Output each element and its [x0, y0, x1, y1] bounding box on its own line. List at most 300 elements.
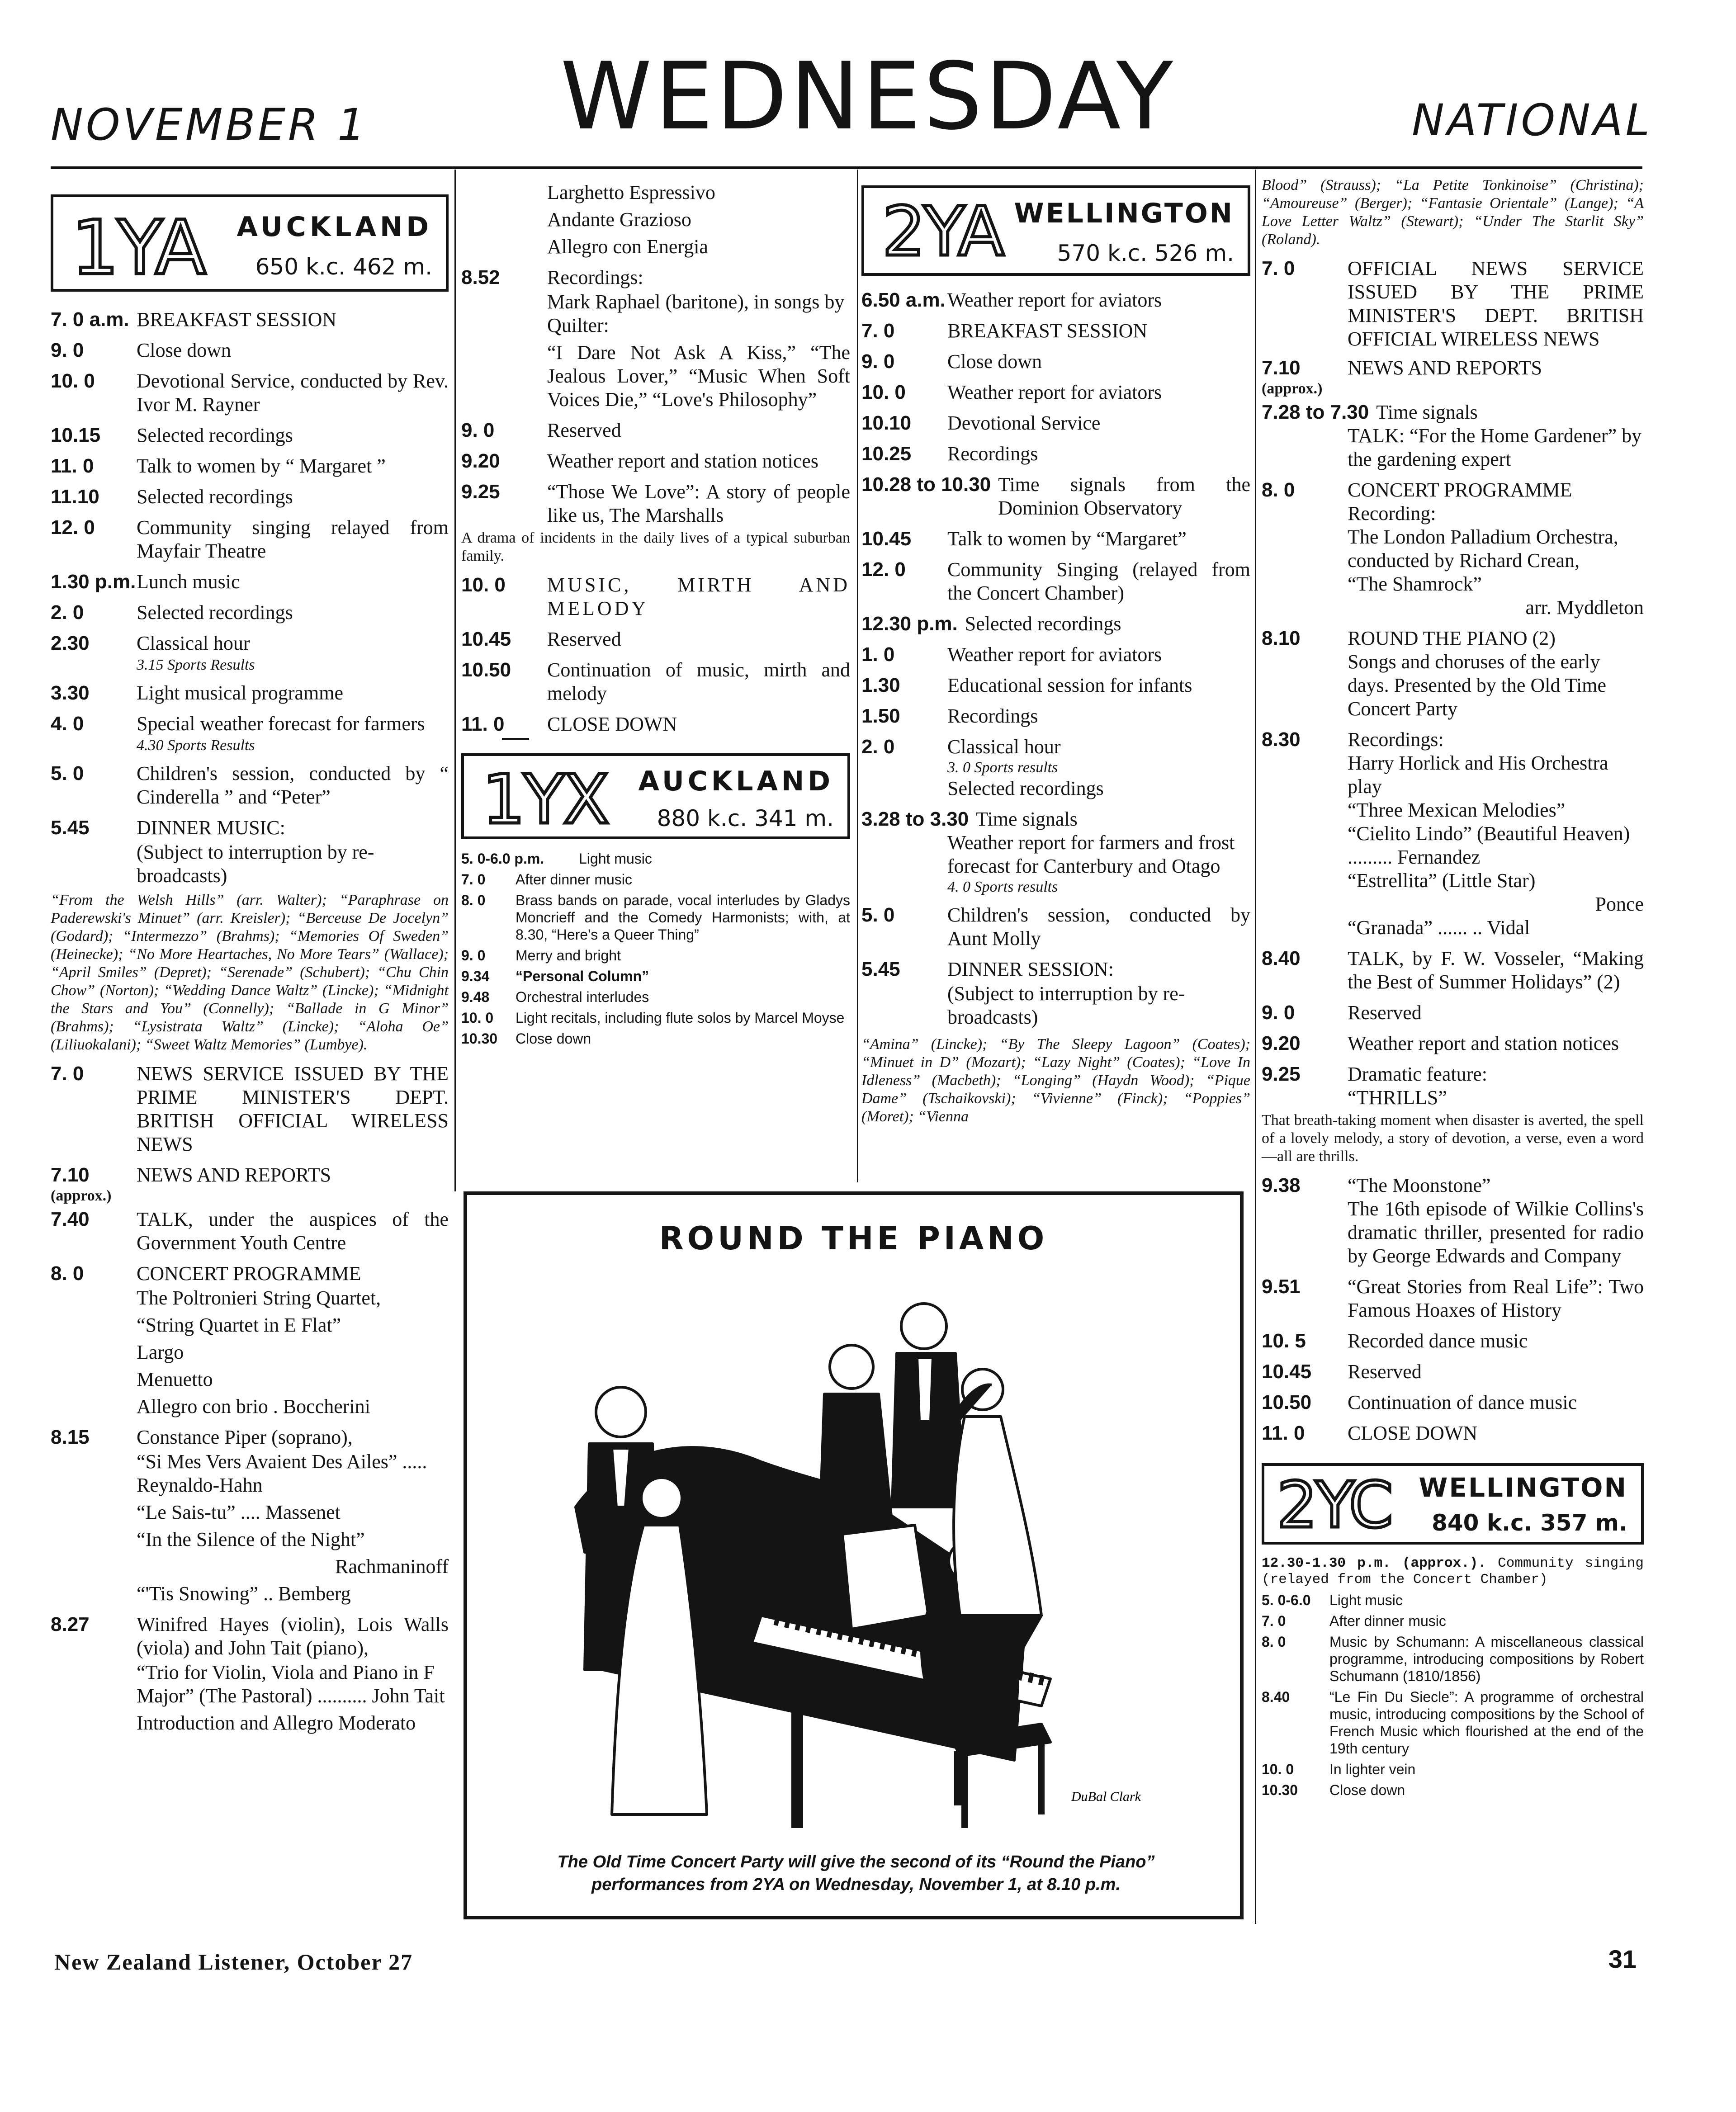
time: 6.50 a.m. — [861, 289, 946, 311]
time: 10.45 — [861, 528, 912, 550]
programme: Close down — [516, 1030, 591, 1047]
programme-detail: Songs and choruses of the early days. Presented by the Old Time Concert Party — [1348, 651, 1606, 720]
programme: Music by Schumann: A miscellaneous classical programme, introducing compositions by Robert Schumann (1810/1856) — [1329, 1634, 1644, 1684]
time: 2. 0 — [51, 601, 84, 624]
time: 9. 0 — [861, 350, 895, 373]
programme: CLOSE DOWN — [1348, 1422, 1478, 1444]
approx-note: (approx.) — [1262, 380, 1323, 397]
programme-entry — [461, 968, 850, 985]
time: 10.50 — [1262, 1391, 1312, 1413]
programme: Weather report and station notices — [547, 450, 819, 472]
programme: Community Singing (relayed from the Concert Chamber) — [947, 558, 1250, 604]
programme-entry — [461, 892, 850, 943]
programme-detail: Selected recordings — [947, 777, 1104, 799]
programme-entry — [1262, 1063, 1644, 1086]
time: 1. 0 — [861, 643, 895, 666]
programme: Classical hour — [947, 736, 1061, 758]
programme-detail: Larghetto Espressivo — [547, 181, 715, 203]
time: 10. 0 — [461, 574, 506, 596]
programme-detail: “Estrellita” (Little Star) — [1348, 869, 1536, 892]
time: 4. 0 — [51, 713, 84, 735]
time: 7. 0 — [461, 871, 486, 888]
programme-entry — [1262, 1391, 1644, 1414]
time: 10.10 — [861, 412, 912, 434]
programme-detail: “Trio for Violin, Viola and Piano in F Major” (The Pastoral) .......... John Tait — [137, 1661, 445, 1707]
column-divider — [1255, 170, 1256, 1924]
programme-entry — [51, 369, 449, 416]
time: 10. 0 — [51, 370, 95, 392]
programme: Special weather forecast for farmers — [137, 713, 425, 735]
programme-detail: Ponce — [1595, 893, 1644, 915]
programme-entry — [51, 681, 449, 705]
column-2ya-cont — [1262, 176, 1644, 1802]
programme-entry — [51, 762, 449, 809]
station-city: AUCKLAND — [638, 765, 834, 797]
programme-entry — [461, 480, 850, 527]
programme-detail: “The Shamrock” — [1348, 573, 1482, 595]
time: 8.52 — [461, 266, 500, 288]
programme-entry — [461, 988, 850, 1006]
time: 5. 0-6.0 — [1262, 1592, 1311, 1608]
time: 1.30 p.m. — [51, 571, 136, 593]
station-box-1yx — [461, 753, 850, 839]
programme-entry — [1262, 1360, 1644, 1384]
programme-entry — [461, 1009, 850, 1026]
time: 11.10 — [51, 486, 99, 508]
programme-detail: TALK: “For the Home Gardener” by the gardening expert — [1348, 425, 1642, 470]
time: 7. 0 — [51, 1063, 84, 1085]
programme: Devotional Service, conducted by Rev. Ivor M. Rayner — [137, 370, 449, 416]
programme-detail: “In the Silence of the Night” — [137, 1528, 365, 1550]
programme: Reserved — [1348, 1361, 1422, 1383]
programme-detail: Harry Horlick and His Orchestra play — [1348, 752, 1608, 798]
programme-entry — [1262, 1592, 1644, 1609]
programme: NEWS AND REPORTS — [137, 1164, 331, 1186]
programme-detail: Recording: — [1348, 502, 1436, 524]
time: 11. 0 — [1262, 1422, 1305, 1444]
time: 7. 0 — [1262, 257, 1295, 279]
station-city: AUCKLAND — [237, 211, 432, 243]
programme-entry — [861, 527, 1250, 551]
sports-note: 4. 0 Sports results — [947, 879, 1058, 895]
programme: Constance Piper (soprano), — [137, 1426, 353, 1448]
time: 3.30 — [51, 682, 90, 704]
programme: Selected recordings — [965, 613, 1121, 635]
piano-illustration — [508, 1272, 1200, 1837]
programme-entry — [461, 1030, 850, 1047]
programme: Reserved — [547, 628, 621, 650]
programme: Weather report for aviators — [947, 289, 1162, 311]
programme-entry — [461, 871, 850, 888]
programme-entry — [51, 424, 449, 447]
programme-entry — [51, 485, 449, 509]
programme: TALK, under the auspices of the Government Youth Centre — [137, 1208, 449, 1254]
programme-detail: (Subject to interruption by re-broadcasts) — [947, 983, 1185, 1028]
programme: Time signals — [976, 808, 1078, 830]
time: 5. 0-6.0 p.m. — [461, 850, 544, 867]
programme-detail: “Three Mexican Melodies” — [1348, 799, 1566, 821]
programme-entry — [51, 1208, 449, 1255]
time: 8.40 — [1262, 947, 1301, 969]
station-callsign: 2YC — [1277, 1469, 1391, 1542]
time: 9.34 — [461, 968, 490, 984]
programme-entry — [1262, 1329, 1644, 1353]
time: 1.50 — [861, 705, 900, 727]
programme-entry — [1262, 1555, 1644, 1588]
programme: Selected recordings — [137, 486, 293, 508]
programme-entry — [51, 339, 449, 362]
dinner-music-list: Blood” (Strauss); “La Petite Tonkinoise” (Christina); “Amoureuse” (Berger); “Fantasie Orientale” (Lange); “A Love Letter Waltz” (Stewart); “Under The Starlit Sky” (Roland). — [1262, 177, 1644, 248]
time: 9.25 — [461, 481, 500, 503]
time: 2.30 — [51, 632, 90, 654]
station-box-1ya — [51, 194, 449, 292]
time: 10.50 — [461, 659, 511, 681]
programme: After dinner music — [516, 871, 632, 888]
programme-entry — [461, 628, 850, 651]
time: 9.20 — [1262, 1032, 1301, 1054]
artist-signature: DuBal Clark — [1071, 1789, 1141, 1804]
programme-entry — [1262, 1174, 1644, 1197]
station-box-2yc — [1262, 1463, 1644, 1545]
programme-detail: “I Dare Not Ask A Kiss,” “The Jealous Lover,” “Music When Soft Voices Die,” “Love's Philosophy” — [547, 341, 850, 411]
time: 2. 0 — [861, 736, 895, 758]
programme-entry — [1262, 1633, 1644, 1685]
programme-entry — [51, 632, 449, 655]
programme-entry — [51, 1062, 449, 1156]
programme: Orchestral interludes — [516, 989, 649, 1005]
programme: ROUND THE PIANO (2) — [1348, 627, 1556, 649]
programme: “Personal Column” — [516, 968, 649, 984]
programme-detail: Allegro con brio . Boccherini — [137, 1395, 370, 1417]
time: 8. 0 — [461, 892, 486, 908]
programme-entry — [461, 266, 850, 289]
programme-detail: Rachmaninoff — [335, 1555, 449, 1578]
programme-entry — [1262, 947, 1644, 994]
time: 7. 0 — [1262, 1613, 1286, 1629]
programme-entry — [1262, 627, 1644, 650]
time: 7. 0 a.m. — [51, 308, 129, 331]
programme: “The Moonstone” — [1348, 1174, 1491, 1196]
programme-entry — [1262, 1781, 1644, 1799]
station-frequency: 650 k.c. 462 m. — [255, 254, 432, 280]
programme-detail: Introduction and Allegro Moderato — [137, 1712, 416, 1734]
programme: Talk to women by “ Margaret ” — [137, 455, 386, 477]
programme-entry — [861, 350, 1250, 373]
programme-entry — [861, 735, 1250, 759]
programme-entry — [461, 419, 850, 442]
time: 10.30 — [461, 1030, 498, 1047]
programme-entry — [1262, 728, 1644, 751]
programme-entry — [51, 516, 449, 563]
programme: Selected recordings — [137, 424, 293, 446]
time: 12. 0 — [51, 516, 95, 539]
programme-entry — [51, 1262, 449, 1285]
programme-detail: “Cielito Lindo” (Beautiful Heaven) ......... Fernandez — [1348, 822, 1630, 868]
column-divider — [454, 170, 456, 1191]
programme-entry — [461, 713, 850, 736]
programme: Light music — [1329, 1592, 1403, 1608]
programme-entry — [1262, 478, 1644, 502]
programme-entry — [1262, 401, 1644, 424]
station-callsign: 2YA — [882, 193, 1003, 271]
programme-detail: “Granada” ...... .. Vidal — [1348, 917, 1530, 939]
time: 8.10 — [1262, 627, 1301, 649]
programme: Brass bands on parade, vocal interludes by Gladys Moncrieff and the Comedy Harmonists; with, at 8.30, “Here's a Queer Thing” — [516, 892, 850, 943]
time: 8.40 — [1262, 1689, 1290, 1705]
programme-entry — [461, 573, 850, 620]
page-number: 31 — [1608, 1945, 1637, 1973]
sports-note: 3. 0 Sports results — [947, 759, 1058, 776]
programme: Recordings: — [1348, 728, 1444, 751]
programme: Children's session, conducted by “ Cinderella ” and “Peter” — [137, 762, 449, 808]
station-frequency: 570 k.c. 526 m. — [1057, 240, 1234, 266]
header-network: NATIONAL — [1412, 95, 1652, 146]
programme-entry — [1262, 1688, 1644, 1757]
programme: Close down — [137, 339, 231, 361]
programme-detail: arr. Myddleton — [1525, 596, 1644, 619]
time: 8. 0 — [51, 1262, 84, 1285]
dinner-music-list: “Amina” (Lincke); “By The Sleepy Lagoon” (Coates); “Minuet in D” (Mozart); “Lazy Night” (Coates); “Love In Idleness” (Macbeth); “Longing” (Haydn Wood); “Pique Dame” (Tschaikovski); “Vivienne” (Finck); “Poppies” (Moret); “Vienna — [861, 1036, 1250, 1125]
time: 7.28 to 7.30 — [1262, 401, 1369, 423]
time: 9. 0 — [1262, 1002, 1295, 1024]
footer-publication: New Zealand Listener, October 27 — [54, 1949, 413, 1975]
programme: Close down — [1329, 1782, 1405, 1798]
programme: In lighter vein — [1329, 1761, 1416, 1777]
programme: Selected recordings — [137, 601, 293, 624]
time: 8.27 — [51, 1613, 90, 1635]
time: 9. 0 — [51, 339, 84, 361]
programme-entry — [861, 674, 1250, 697]
programme-detail: The London Palladium Orchestra, conducted by Richard Crean, — [1348, 526, 1618, 572]
programme: Talk to women by “Margaret” — [947, 528, 1187, 550]
programme-detail: “'Tis Snowing” .. Bemberg — [137, 1583, 351, 1605]
programme: Recordings — [947, 705, 1038, 727]
time: 9.20 — [461, 450, 500, 472]
programme: Community singing relayed from Mayfair Theatre — [137, 516, 449, 562]
programme: Recordings: — [547, 266, 643, 288]
time: 3.28 to 3.30 — [861, 808, 969, 830]
programme-entry — [861, 411, 1250, 435]
time: 11. 0 — [461, 713, 505, 735]
time: 5. 0 — [51, 762, 84, 784]
programme-detail: Allegro con Energia — [547, 236, 708, 258]
programme-detail: Weather report for farmers and frost forecast for Canterbury and Otago — [947, 832, 1235, 877]
time: 5.45 — [51, 817, 90, 839]
header-day: WEDNESDAY — [560, 43, 1176, 151]
programme: Light music — [579, 850, 652, 867]
feature-caption: The Old Time Concert Party will give the second of its “Round the Piano” performances from 2YA on Wednesday, November 1, at 8.10 p.m. — [557, 1852, 1155, 1894]
programme-entry — [51, 570, 449, 594]
programme-entry — [51, 1163, 449, 1187]
time: 9.25 — [1262, 1063, 1301, 1085]
programme-detail: The 16th episode of Wilkie Collins's dramatic thriller, presented for radio by George Edwards and Company — [1348, 1198, 1644, 1267]
time: 7.40 — [51, 1208, 90, 1230]
programme-entry — [51, 1426, 449, 1449]
programme-detail: “THRILLS” — [1348, 1087, 1447, 1109]
programme-entry — [861, 381, 1250, 404]
programme: TALK, by F. W. Vosseler, “Making the Best of Summer Holidays” (2) — [1348, 947, 1644, 993]
time: 10.30 — [1262, 1782, 1298, 1798]
programme-entry — [461, 449, 850, 473]
programme: Recorded dance music — [1348, 1330, 1528, 1352]
programme: “Great Stories from Real Life”: Two Famous Hoaxes of History — [1348, 1276, 1644, 1321]
programme-detail: “Le Sais-tu” .... Massenet — [137, 1501, 341, 1523]
programme: DINNER MUSIC: — [137, 817, 285, 839]
time: 5.45 — [861, 958, 900, 980]
programme: After dinner music — [1329, 1613, 1446, 1629]
programme-detail: Mark Raphael (baritone), in songs by Quilter: — [547, 291, 845, 336]
programme: OFFICIAL NEWS SERVICE ISSUED BY THE PRIME MINISTER'S DEPT. BRITISH OFFICIAL WIRELESS NEWS — [1348, 257, 1644, 350]
programme-entry — [1262, 257, 1644, 351]
programme: BREAKFAST SESSION — [947, 320, 1148, 342]
programme-detail: Menuetto — [137, 1368, 213, 1390]
programme-entry — [461, 850, 850, 867]
programme: Continuation of dance music — [1348, 1391, 1577, 1413]
sports-note: 4.30 Sports Results — [137, 737, 255, 754]
time: 10.15 — [51, 424, 101, 446]
programme: Community singing (relayed from the Concert Chamber) — [1262, 1555, 1644, 1588]
programme: Weather report and station notices — [1348, 1032, 1619, 1054]
programme: BREAKFAST SESSION — [137, 308, 337, 331]
time: 10. 5 — [1262, 1330, 1306, 1352]
programme-entry — [51, 1613, 449, 1660]
programme-entry — [461, 658, 850, 705]
time: 9.38 — [1262, 1174, 1301, 1196]
programme: Weather report for aviators — [947, 381, 1162, 403]
programme: Children's session, conducted by Aunt Molly — [947, 904, 1250, 950]
station-frequency: 880 k.c. 341 m. — [657, 805, 834, 832]
programme: Light recitals, including flute solos by Marcel Moyse — [516, 1010, 845, 1026]
time: 10. 0 — [861, 381, 906, 403]
programme: CONCERT PROGRAMME — [1348, 479, 1572, 501]
programme: Dramatic feature: — [1348, 1063, 1488, 1085]
programme-entry — [51, 601, 449, 624]
programme: Weather report for aviators — [947, 643, 1162, 666]
programme-entry — [861, 288, 1250, 312]
station-city: WELLINGTON — [1419, 1472, 1627, 1503]
programme-detail: (Subject to interruption by re-broadcasts) — [137, 841, 374, 887]
time: 8.15 — [51, 1426, 90, 1448]
programme: Devotional Service — [947, 412, 1101, 434]
time: 1.30 — [861, 674, 900, 696]
programme: Time signals from the Dominion Observatory — [998, 473, 1250, 519]
station-city: WELLINGTON — [1014, 198, 1234, 229]
time: 9. 0 — [461, 947, 486, 964]
time: 10. 0 — [1262, 1761, 1294, 1777]
programme: NEWS AND REPORTS — [1348, 357, 1542, 379]
programme-entry — [1262, 1612, 1644, 1630]
time: 12. 0 — [861, 558, 906, 581]
time: 10.25 — [861, 443, 912, 465]
feature-title: ROUND THE PIANO — [659, 1220, 1048, 1257]
time: 8. 0 — [1262, 479, 1295, 501]
column-divider — [857, 170, 858, 1182]
programme-entry — [51, 454, 449, 478]
programme: Educational session for infants — [947, 674, 1192, 696]
programme: Reserved — [1348, 1002, 1422, 1024]
programme: MUSIC, MIRTH AND MELODY — [547, 574, 850, 619]
programme-entry — [861, 612, 1250, 636]
programme-entry — [1262, 1761, 1644, 1778]
dinner-music-list: “From the Welsh Hills” (arr. Walter); “Paraphrase on Paderewski's Minuet” (arr. Kreisler); “Berceuse De Jocelyn” (Godard); “Intermezzo” (Brahms); “Memories Of Sweden” (Heinecke); “No More Heartaches, No More Tears” (Wallace); “April Smiles” (Depret); “Serenade” (Schubert); “Chu Chin Chow” (Norton); “Wedding Dance Waltz” (Lincke); “Midnight the Stars and You” (Connelly); “Ballade in G Minor” (Brahms); “Lysistrata Waltz” (Lincke); “Aloha Oe” (Liliuokalani); “Sweet Waltz Memories” (Lumbye). — [51, 892, 449, 1053]
programme-entry — [861, 558, 1250, 605]
programme: Light musical programme — [137, 682, 343, 704]
programme-entry — [861, 958, 1250, 981]
programme: “Le Fin Du Siecle”: A programme of orchestral music, introducing compositions by the School of French Music which flourished at the end of the 19th century — [1329, 1689, 1644, 1757]
time: 5. 0 — [861, 904, 895, 926]
programme: Close down — [947, 350, 1042, 373]
round-the-piano-feature — [464, 1191, 1244, 1919]
time: 10.45 — [1262, 1361, 1312, 1383]
time: 8.30 — [1262, 728, 1301, 751]
programme: Recordings — [947, 443, 1038, 465]
programme-entry — [861, 808, 1250, 831]
time: 7. 0 — [861, 320, 895, 342]
time: 8. 0 — [1262, 1634, 1286, 1650]
time: 7.10 — [51, 1164, 90, 1186]
approx-note: (approx.) — [51, 1187, 112, 1204]
programme-entry — [461, 947, 850, 964]
programme: Classical hour — [137, 632, 250, 654]
programme-entry — [1262, 1032, 1644, 1055]
time: 12.30 p.m. — [861, 613, 958, 635]
programme: DINNER SESSION: — [947, 958, 1114, 980]
programme-detail: The Poltronieri String Quartet, — [137, 1287, 381, 1309]
programme: Time signals — [1376, 401, 1478, 423]
programme-entry — [861, 473, 1250, 520]
column-1yA — [51, 194, 449, 1739]
station-frequency: 840 k.c. 357 m. — [1432, 1510, 1627, 1536]
station-callsign: 1YA — [71, 204, 204, 291]
programme-entry — [861, 704, 1250, 728]
programme: CONCERT PROGRAMME — [137, 1262, 361, 1285]
programme: CLOSE DOWN — [547, 713, 677, 735]
programme-detail: Largo — [137, 1341, 184, 1363]
programme: Winifred Hayes (violin), Lois Walls (viola) and John Tait (piano), — [137, 1613, 449, 1659]
programme: Continuation of music, mirth and melody — [547, 659, 850, 704]
programme: Lunch music — [137, 571, 240, 593]
programme-entry — [1262, 1275, 1644, 1322]
column-2ya — [861, 185, 1250, 1134]
programme-entry — [51, 816, 449, 840]
time: 10.28 to 10.30 — [861, 473, 991, 496]
programme-entry — [1262, 1001, 1644, 1025]
programme-entry — [861, 643, 1250, 666]
programme-note: A drama of incidents in the daily lives of a typical suburban family. — [461, 529, 850, 564]
station-callsign: 1YX — [482, 761, 608, 839]
time: 7.10 — [1262, 357, 1301, 379]
programme-detail: “String Quartet in E Flat” — [137, 1314, 341, 1336]
programme: Merry and bright — [516, 947, 621, 964]
programme-note: That breath-taking moment when disaster is averted, the spell of a lovely melody, a story of devotion, a verse, even a word—all are thrills. — [1262, 1112, 1644, 1165]
time: 11. 0 — [51, 455, 94, 477]
programme-entry — [861, 442, 1250, 466]
programme-detail: “Si Mes Vers Avaient Des Ailes” ..... Reynaldo-Hahn — [137, 1451, 427, 1496]
column-1ya-cont — [461, 181, 850, 1051]
top-rule — [51, 166, 1642, 169]
time: 9. 0 — [461, 419, 495, 441]
programme: Reserved — [547, 419, 621, 441]
time: 10. 0 — [461, 1010, 494, 1026]
time: 12.30-1.30 p.m. (approx.). — [1262, 1555, 1486, 1571]
programme-entry — [861, 903, 1250, 950]
time: 9.51 — [1262, 1276, 1301, 1298]
programme-entry — [51, 308, 449, 331]
sports-note: 3.15 Sports Results — [137, 657, 255, 673]
time: 9.48 — [461, 989, 490, 1005]
programme-entry — [1262, 356, 1644, 380]
header-date: NOVEMBER 1 — [51, 99, 368, 150]
